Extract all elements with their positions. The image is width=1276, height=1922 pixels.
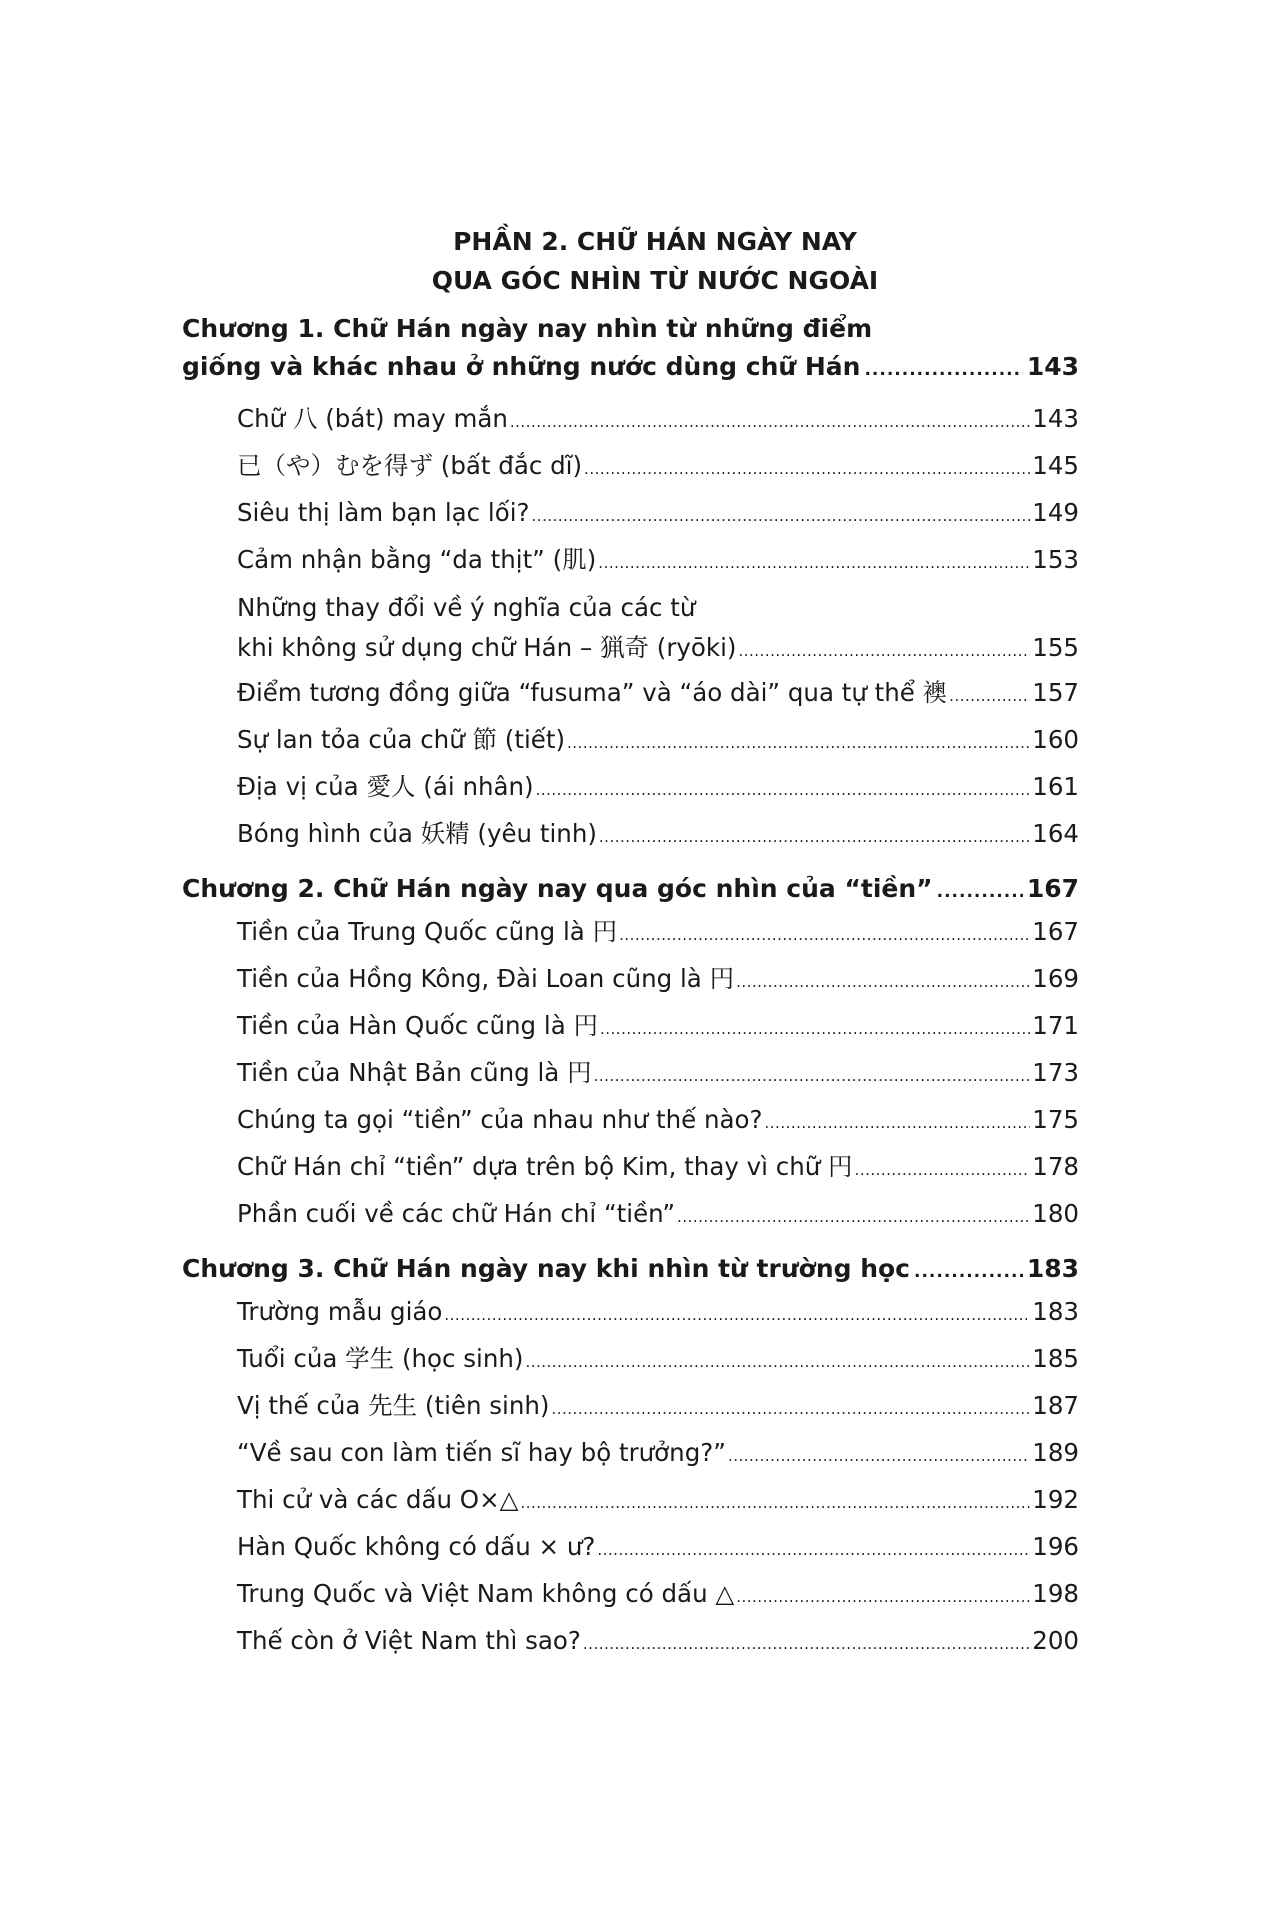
entry-page: 167	[1032, 917, 1079, 946]
entry-page: 157	[1032, 678, 1079, 707]
entry-title: Tiền của Trung Quốc cũng là 円	[237, 917, 618, 946]
dot-leader	[600, 1006, 1030, 1053]
part-title-line1: PHẦN 2. CHỮ HÁN NGÀY NAY	[453, 227, 857, 256]
toc-entry[interactable]	[237, 395, 1079, 442]
dot-leader	[551, 1386, 1030, 1433]
chapter-2[interactable]	[182, 870, 1079, 908]
entry-page: 153	[1032, 545, 1079, 574]
toc-entry[interactable]	[237, 669, 1079, 716]
dot-leader	[599, 814, 1030, 861]
toc-entry[interactable]	[237, 1002, 1079, 1049]
chapter-page-number: 183	[1026, 1254, 1079, 1283]
entry-page: 175	[1032, 1105, 1079, 1134]
chapter-title-row	[182, 870, 1079, 908]
entry-title: Trường mẫu giáo	[237, 1297, 443, 1326]
entry-page: 160	[1032, 725, 1079, 754]
entry-title-line1: Những thay đổi về ý nghĩa của các từ	[237, 593, 696, 622]
entry-page: 183	[1032, 1297, 1079, 1326]
part-title-line2: QUA GÓC NHÌN TỪ NƯỚC NGOÀI	[431, 266, 879, 295]
entry-page: 189	[1032, 1438, 1079, 1467]
toc-entry[interactable]	[237, 716, 1079, 763]
table-of-contents	[182, 310, 1079, 1664]
section-list	[182, 1288, 1079, 1664]
entry-page: 143	[1032, 404, 1079, 433]
entry-page: 198	[1032, 1579, 1079, 1608]
toc-entry[interactable]	[237, 1335, 1079, 1382]
dot-leader	[520, 1480, 1030, 1527]
toc-entry[interactable]	[237, 810, 1079, 857]
entry-title: Bóng hình của 妖精 (yêu tinh)	[237, 819, 597, 848]
part-title	[0, 222, 1276, 300]
section-list	[182, 395, 1079, 857]
chapter-title: Chương 2. Chữ Hán ngày nay qua góc nhìn của “tiền”	[182, 874, 933, 903]
dot-leader	[532, 493, 1031, 540]
entry-title: Thi cử và các dấu O×△	[237, 1485, 519, 1514]
entry-page: 164	[1032, 819, 1079, 848]
entry-page: 185	[1032, 1344, 1079, 1373]
dot-leader	[914, 1253, 1023, 1291]
chapter-title-row	[182, 1250, 1079, 1288]
section-list	[182, 908, 1079, 1237]
entry-page: 171	[1032, 1011, 1079, 1040]
dot-leader	[864, 351, 1022, 389]
chapter-title-line1: Chương 1. Chữ Hán ngày nay nhìn từ những điểm	[182, 314, 873, 343]
entry-title: Chúng ta gọi “tiền” của nhau như thế nào?	[237, 1105, 763, 1134]
entry-title: Điểm tương đồng giữa “fusuma” và “áo dài” qua tự thể 襖	[237, 678, 948, 707]
dot-leader	[444, 1292, 1030, 1339]
entry-page: 196	[1032, 1532, 1079, 1561]
dot-leader	[594, 1053, 1031, 1100]
dot-leader	[584, 446, 1030, 493]
dot-leader	[597, 1527, 1030, 1574]
entry-page: 145	[1032, 451, 1079, 480]
toc-entry[interactable]	[237, 442, 1079, 489]
entry-page: 155	[1032, 633, 1079, 662]
toc-entry-multiline[interactable]	[237, 589, 1079, 669]
chapter-page-number: 167	[1026, 874, 1079, 903]
entry-page: 173	[1032, 1058, 1079, 1087]
toc-entry[interactable]	[237, 536, 1079, 583]
toc-entry[interactable]	[237, 1523, 1079, 1570]
entry-title: Thế còn ở Việt Nam thì sao?	[237, 1626, 581, 1655]
dot-leader	[598, 540, 1030, 587]
entry-title: Vị thế của 先生 (tiên sinh)	[237, 1391, 550, 1420]
entry-page: 200	[1032, 1626, 1079, 1655]
entry-page: 169	[1032, 964, 1079, 993]
entry-title: Sự lan tỏa của chữ 節 (tiết)	[237, 725, 566, 754]
chapter-title-row	[182, 348, 1079, 386]
entry-title: Tiền của Hàn Quốc cũng là 円	[237, 1011, 598, 1040]
toc-entry[interactable]	[237, 489, 1079, 536]
entry-title: Cảm nhận bằng “da thịt” (肌)	[237, 545, 597, 574]
entry-title: Chữ 八 (bát) may mắn	[237, 404, 508, 433]
toc-entry[interactable]	[237, 763, 1079, 810]
dot-leader	[619, 912, 1030, 959]
dot-leader	[677, 1194, 1030, 1241]
dot-leader	[510, 399, 1030, 446]
entry-page: 149	[1032, 498, 1079, 527]
dot-leader	[525, 1339, 1030, 1386]
toc-entry[interactable]	[237, 908, 1079, 955]
dot-leader	[728, 1433, 1030, 1480]
toc-entry[interactable]	[237, 1096, 1079, 1143]
toc-entry[interactable]	[237, 1382, 1079, 1429]
chapter-title-line2: giống và khác nhau ở những nước dùng chữ Hán	[182, 352, 861, 381]
dot-leader	[583, 1621, 1030, 1668]
toc-entry[interactable]	[237, 1429, 1079, 1476]
dot-leader	[937, 873, 1023, 911]
entry-page: 161	[1032, 772, 1079, 801]
entry-page: 180	[1032, 1199, 1079, 1228]
toc-entry[interactable]	[237, 1570, 1079, 1617]
chapter-page-number: 143	[1026, 352, 1079, 381]
toc-entry[interactable]	[237, 1143, 1079, 1190]
chapter-1[interactable]	[182, 310, 1079, 386]
toc-entry[interactable]	[237, 1190, 1079, 1237]
entry-title: Tiền của Nhật Bản cũng là 円	[237, 1058, 592, 1087]
entry-title: Siêu thị làm bạn lạc lối?	[237, 498, 530, 527]
toc-entry[interactable]	[237, 1617, 1079, 1664]
toc-entry[interactable]	[237, 955, 1079, 1002]
entry-title: 已（や）むを得ず (bất đắc dĩ)	[237, 451, 583, 480]
entry-title: Tuổi của 学生 (học sinh)	[237, 1344, 524, 1373]
entry-title: Phần cuối về các chữ Hán chỉ “tiền”	[237, 1199, 676, 1228]
dot-leader	[949, 673, 1030, 720]
entry-title: Tiền của Hồng Kông, Đài Loan cũng là 円	[237, 964, 735, 993]
dot-leader	[536, 767, 1031, 814]
entry-page: 178	[1032, 1152, 1079, 1181]
toc-entry[interactable]	[237, 1476, 1079, 1523]
entry-title: “Về sau con làm tiến sĩ hay bộ trưởng?”	[237, 1438, 726, 1467]
toc-entry[interactable]	[237, 1288, 1079, 1335]
entry-page: 187	[1032, 1391, 1079, 1420]
entry-title: khi không sử dụng chữ Hán – 猟奇 (ryōki)	[237, 633, 737, 662]
dot-leader	[855, 1147, 1031, 1194]
dot-leader	[736, 959, 1030, 1006]
chapter-3[interactable]	[182, 1250, 1079, 1288]
chapter-title: Chương 3. Chữ Hán ngày nay khi nhìn từ trường học	[182, 1254, 911, 1283]
entry-title: Hàn Quốc không có dấu × ư?	[237, 1532, 596, 1561]
toc-entry[interactable]	[237, 1049, 1079, 1096]
dot-leader	[765, 1100, 1031, 1147]
entry-page: 192	[1032, 1485, 1079, 1514]
entry-title: Địa vị của 愛人 (ái nhân)	[237, 772, 534, 801]
dot-leader	[567, 720, 1030, 767]
dot-leader	[738, 630, 1030, 672]
dot-leader	[736, 1574, 1030, 1621]
entry-title: Trung Quốc và Việt Nam không có dấu △	[237, 1579, 735, 1608]
entry-title: Chữ Hán chỉ “tiền” dựa trên bộ Kim, thay vì chữ 円	[237, 1152, 853, 1181]
